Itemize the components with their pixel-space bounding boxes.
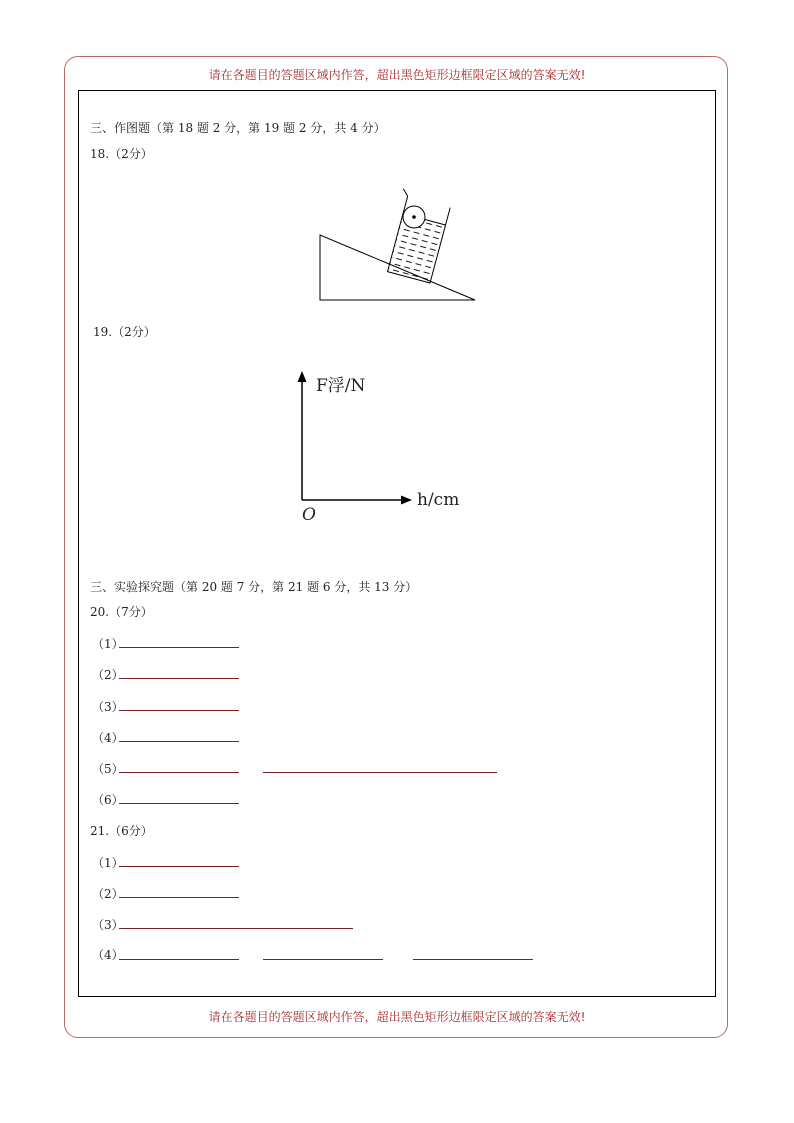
q21-item-4-label: （4） [92,948,124,962]
q21-item-3-answer-line[interactable] [119,928,353,929]
graph-x-axis-label: h/cm [417,490,460,510]
section-experiment-heading: 三、实验探究题（第 20 题 7 分，第 21 题 6 分，共 13 分） [90,580,418,594]
q20-item-2-answer-line[interactable] [119,678,239,679]
q21-item-4-answer-line-c[interactable] [413,959,533,960]
q20-item-5-label: （5） [92,762,124,776]
q21-item-3-label: （3） [92,918,124,932]
q20-item-6-answer-line[interactable] [119,803,239,804]
incline-beaker-figure [310,175,485,305]
q21-item-2-label: （2） [92,887,124,901]
graph-y-axis-label: F浮/N [316,376,366,396]
warning-bottom: 请在各题目的答题区域内作答，超出黑色矩形边框限定区域的答案无效! [208,1010,586,1024]
q20-item-1-label: （1） [92,637,124,651]
q20-item-5-answer-line-b[interactable] [263,772,497,773]
question-21-label: 21.（6分） [90,824,153,838]
q20-item-5-answer-line-a[interactable] [119,772,239,773]
question-20-label: 20.（7分） [90,605,153,619]
q20-item-4-answer-line[interactable] [119,741,239,742]
q21-item-4-answer-line-a[interactable] [119,959,239,960]
q20-item-1-answer-line[interactable] [119,647,239,648]
q20-item-4-label: （4） [92,731,124,745]
q21-item-4-answer-line-b[interactable] [263,959,383,960]
q20-item-3-label: （3） [92,700,124,714]
q20-item-3-answer-line[interactable] [119,710,239,711]
q21-item-2-answer-line[interactable] [119,897,239,898]
question-19-label: 19.（2分） [93,325,156,339]
q21-item-1-answer-line[interactable] [119,866,239,867]
question-18-label: 18.（2分） [90,147,153,161]
q20-item-6-label: （6） [92,793,124,807]
section-drawing-heading: 三、作图题（第 18 题 2 分，第 19 题 2 分，共 4 分） [90,121,386,135]
q20-item-2-label: （2） [92,668,124,682]
graph-origin-label: O [302,505,316,525]
warning-top: 请在各题目的答题区域内作答，超出黑色矩形边框限定区域的答案无效! [208,68,586,82]
q21-item-1-label: （1） [92,856,124,870]
